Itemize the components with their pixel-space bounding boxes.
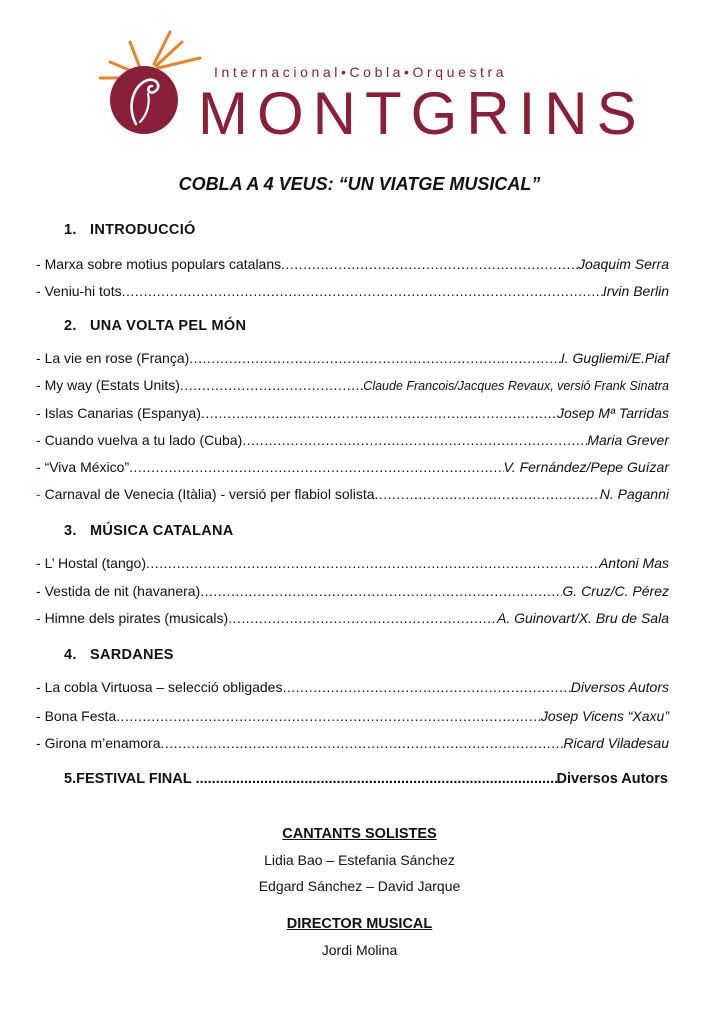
item-title: - “Viva México”	[36, 459, 130, 475]
logo-subtitle: Internacional•Cobla•Orquestra	[214, 64, 508, 80]
item-author: I. Gugliemi/E.Piaf	[560, 350, 669, 366]
item-title: - L’ Hostal (tango)	[36, 555, 146, 571]
dot-leader	[281, 256, 578, 272]
item-author: G. Cruz/C. Pérez	[562, 583, 669, 599]
section-title: UNA VOLTA PEL MÓN	[90, 318, 247, 334]
section-number: 5.	[64, 771, 77, 787]
program-item	[36, 708, 669, 728]
program-item	[36, 459, 669, 479]
item-author: V. Fernández/Pepe Guízar	[503, 459, 669, 475]
logo-name: MONTGRINS	[198, 80, 646, 147]
item-author: A. Guinovart/X. Bru de Sala	[497, 610, 669, 626]
item-author: Claude Francois/Jacques Revaux, versió Frank Sinatra	[363, 379, 669, 393]
item-title: - Marxa sobre motius populars catalans	[36, 256, 282, 272]
item-title: - Girona m’enamora	[36, 735, 161, 751]
section-heading-musica-catalana	[64, 523, 234, 539]
section-title: SARDANES	[90, 647, 174, 663]
item-author: Maria Grever	[587, 432, 669, 448]
section-number: 4.	[64, 647, 77, 663]
program-item	[36, 486, 669, 506]
item-title: - Islas Canarias (Espanya)	[36, 405, 201, 421]
section-number: 2.	[64, 318, 77, 334]
item-author: Diversos Autors	[556, 771, 668, 787]
dot-leader	[228, 610, 497, 626]
dot-leader	[161, 735, 564, 751]
section-title: MÚSICA CATALANA	[90, 523, 234, 539]
item-author: Antoni Mas	[598, 555, 669, 571]
program-item	[36, 555, 669, 575]
soloists-line: Lidia Bao – Estefania Sánchez	[264, 852, 455, 868]
item-author: Diversos Autors	[570, 679, 669, 695]
item-author: Irvin Berlin	[602, 283, 669, 299]
dot-leader	[192, 771, 557, 787]
dot-leader	[129, 459, 503, 475]
program-item	[36, 377, 669, 397]
dot-leader	[180, 377, 363, 393]
director-heading: DIRECTOR MUSICAL	[286, 916, 433, 932]
program-item	[36, 405, 669, 425]
dot-leader	[282, 679, 570, 695]
section-title: FESTIVAL FINAL	[76, 771, 192, 787]
program-item	[36, 735, 669, 755]
item-author: Joaquim Serra	[577, 256, 669, 272]
item-title: - Veniu-hi tots	[36, 283, 122, 299]
program-item	[36, 432, 669, 452]
dot-leader	[189, 350, 561, 366]
director-block	[0, 916, 719, 958]
soloists-block	[0, 826, 719, 894]
dot-leader	[122, 283, 603, 299]
soloists-heading: CANTANTS SOLISTES	[282, 826, 437, 842]
section-heading-festival-final	[64, 771, 668, 793]
item-title: - Vestida de nit (havanera)	[36, 583, 201, 599]
section-number: 3.	[64, 523, 77, 539]
montgrins-logo-icon	[96, 28, 206, 138]
item-title: - La vie en rose (França)	[36, 350, 190, 366]
program-item	[36, 583, 669, 603]
director-name: Jordi Molina	[321, 942, 398, 958]
item-author: N. Paganni	[599, 486, 669, 502]
item-title: - Cuando vuelva a tu lado (Cuba)	[36, 432, 243, 448]
brand-logo	[96, 28, 656, 148]
page-title: COBLA A 4 VEUS: “UN VIATGE MUSICAL”	[178, 174, 541, 194]
program-item	[36, 610, 669, 630]
item-title: - Carnaval de Venecia (Itàlia) - versió per flabiol solista	[36, 486, 375, 502]
section-number: 1.	[64, 222, 77, 238]
item-title: - Bona Festa	[36, 708, 117, 724]
dot-leader	[375, 486, 600, 502]
section-heading-introduccio	[64, 222, 196, 238]
program-item	[36, 256, 669, 276]
dot-leader	[200, 583, 562, 599]
section-heading-sardanes	[64, 647, 174, 663]
dot-leader	[146, 555, 599, 571]
section-title: INTRODUCCIÓ	[90, 222, 196, 238]
section-heading-una-volta-pel-mon	[64, 318, 246, 334]
dot-leader	[201, 405, 557, 421]
item-title: - La cobla Virtuosa – selecció obligades	[36, 679, 283, 695]
item-author: Josep Mª Tarridas	[556, 405, 669, 421]
dot-leader	[242, 432, 587, 448]
item-author: Josep Vicens “Xaxu”	[540, 708, 669, 724]
item-author: Ricard Viladesau	[563, 735, 669, 751]
program-item	[36, 350, 669, 370]
item-title: - Himne dels pirates (musicals)	[36, 610, 229, 626]
dot-leader	[116, 708, 541, 724]
program-item	[36, 679, 669, 699]
program-item	[36, 283, 669, 303]
item-title: - My way (Estats Units)	[36, 377, 180, 393]
soloists-line: Edgard Sánchez – David Jarque	[258, 878, 461, 894]
